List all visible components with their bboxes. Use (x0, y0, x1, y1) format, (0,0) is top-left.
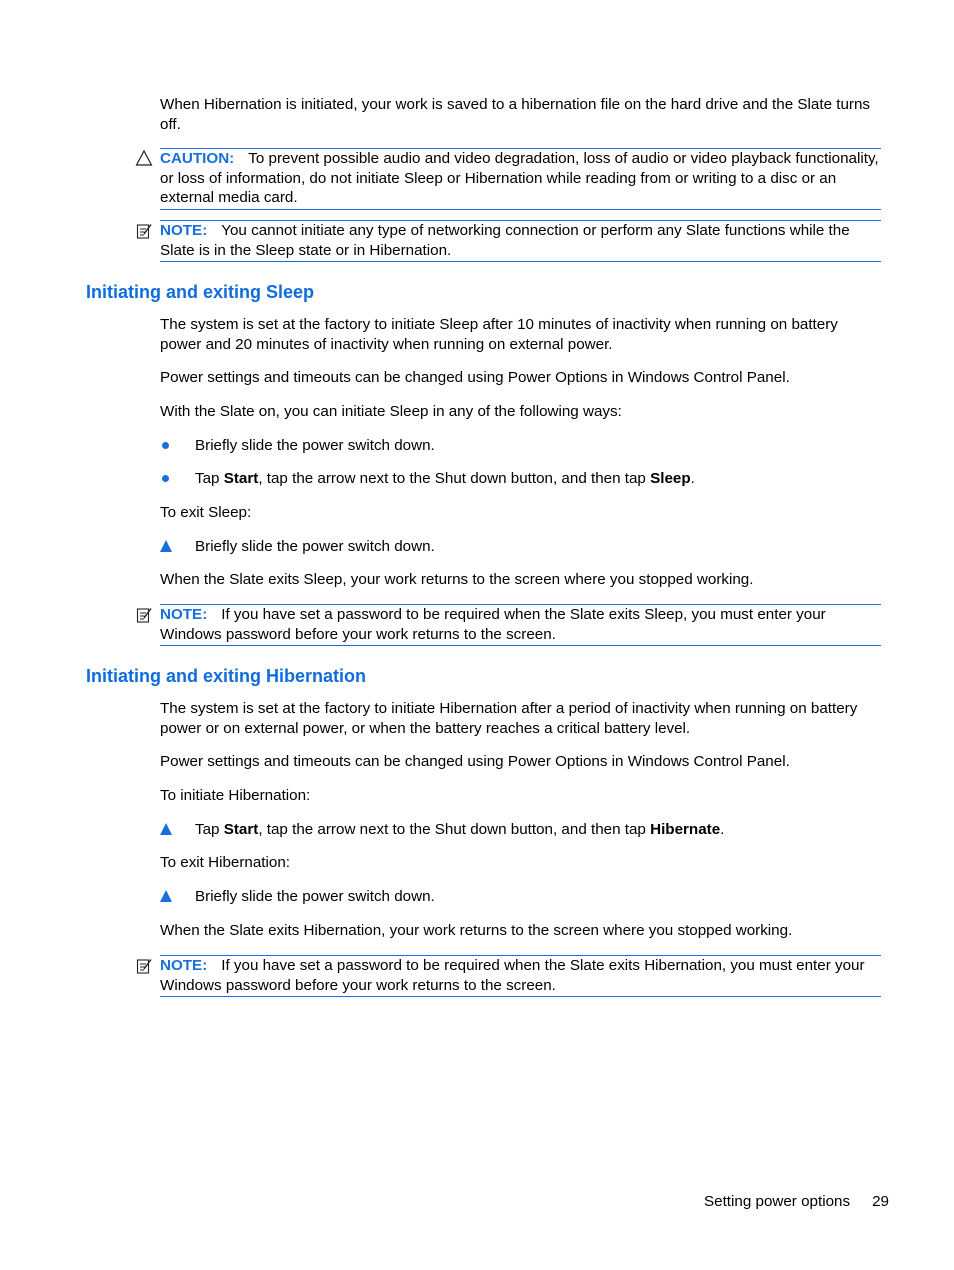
step-triangle-icon (160, 537, 180, 557)
caution-box (160, 148, 881, 210)
hibernation-init-step: Tap Start, tap the arrow next to the Shut down button, and then tap Hibernate. (195, 821, 725, 838)
sleep-exit-step: Briefly slide the power switch down. (195, 538, 435, 555)
bullet-icon (160, 436, 180, 456)
sleep-bullet-1: Briefly slide the power switch down. (195, 437, 435, 454)
hibernation-exit-step: Briefly slide the power switch down. (195, 888, 435, 905)
page-footer (704, 1192, 889, 1211)
hibernation-init-label: To initiate Hibernation: (160, 787, 311, 804)
note-icon (135, 606, 153, 624)
caution-icon (135, 149, 153, 167)
note-icon (135, 957, 153, 975)
sleep-heading: Initiating and exiting Sleep (86, 282, 315, 302)
page-number: 29 (872, 1193, 889, 1210)
note-label: NOTE: (160, 606, 208, 623)
hibernation-note-box (160, 955, 881, 997)
intro-paragraph: When Hibernation is initiated, your work is saved to a hibernation file on the hard drive and the Slate turns off. (160, 96, 870, 133)
note-label: NOTE: (160, 957, 208, 974)
step-triangle-icon (160, 887, 180, 907)
note-text: If you have set a password to be required when the Slate exits Hibernation, you must enter your Windows password before your work returns to the screen. (160, 957, 865, 994)
caution-text: To prevent possible audio and video degradation, loss of audio or video playback functionality, or loss of information, do not initiate Sleep or Hibernation while reading from or writing to a disc or an external media card. (160, 150, 879, 207)
sleep-paragraph-3: With the Slate on, you can initiate Sleep in any of the following ways: (160, 403, 622, 420)
sleep-note-box (160, 604, 881, 646)
hibernation-paragraph-1: The system is set at the factory to initiate Hibernation after a period of inactivity when running on battery power or on external power, or when the battery reaches a critical battery level. (160, 700, 858, 737)
note-text: If you have set a password to be required when the Slate exits Sleep, you must enter your Windows password before your work returns to the screen. (160, 606, 826, 643)
hibernation-heading: Initiating and exiting Hibernation (86, 666, 367, 686)
hibernation-paragraph-3: When the Slate exits Hibernation, your work returns to the screen where you stopped working. (160, 922, 793, 939)
sleep-paragraph-4: When the Slate exits Sleep, your work returns to the screen where you stopped working. (160, 571, 754, 588)
bullet-icon (160, 469, 180, 489)
caution-label: CAUTION: (160, 150, 235, 167)
note-icon (135, 222, 153, 240)
sleep-bullet-2: Tap Start, tap the arrow next to the Shut down button, and then tap Sleep. (195, 470, 695, 487)
sleep-paragraph-2: Power settings and timeouts can be changed using Power Options in Windows Control Panel. (160, 369, 790, 386)
hibernation-exit-label: To exit Hibernation: (160, 854, 291, 871)
note-box (160, 220, 881, 262)
footer-section-title: Setting power options (704, 1193, 851, 1210)
sleep-paragraph-1: The system is set at the factory to initiate Sleep after 10 minutes of inactivity when running on battery power and 20 minutes of inactivity when running on external power. (160, 316, 838, 353)
sleep-exit-label: To exit Sleep: (160, 504, 252, 521)
hibernation-paragraph-2: Power settings and timeouts can be changed using Power Options in Windows Control Panel. (160, 753, 790, 770)
step-triangle-icon (160, 820, 180, 840)
note-label: NOTE: (160, 222, 208, 239)
note-text: You cannot initiate any type of networking connection or perform any Slate functions while the Slate is in the Sleep state or in Hibernation. (160, 222, 850, 259)
